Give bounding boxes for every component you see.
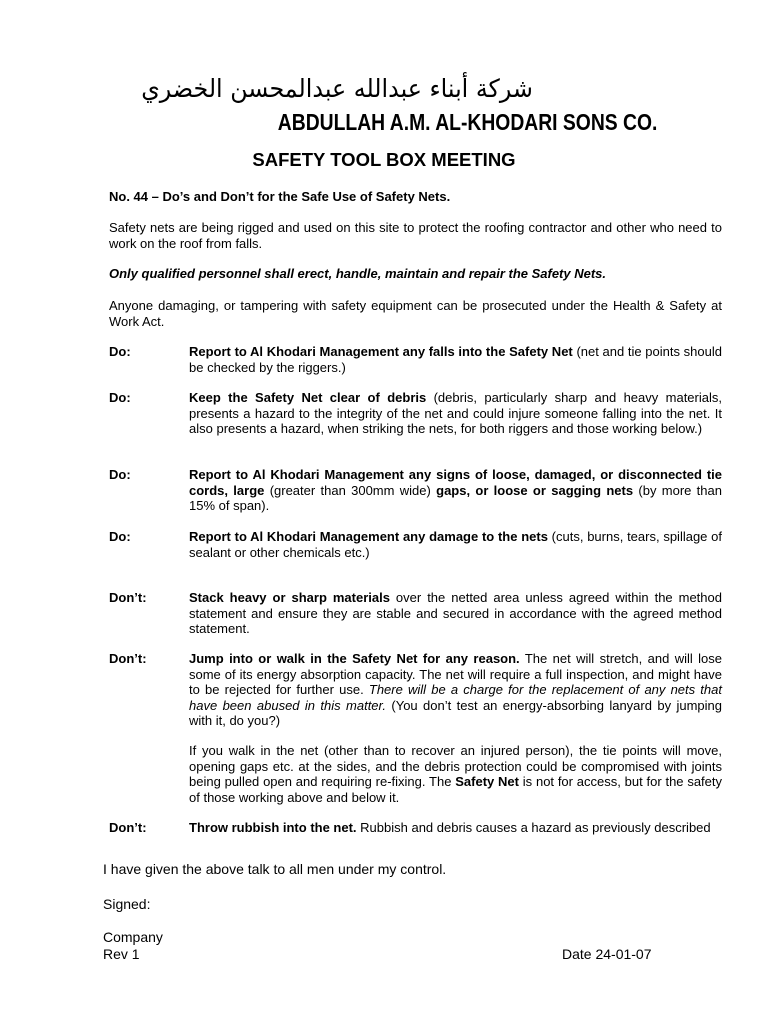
item-label: Do:	[109, 467, 131, 482]
item-text: (cuts, burns, tears, spillage of sealant or other chemicals etc.)	[189, 529, 722, 560]
item-text: (greater than 300mm wide)	[264, 482, 437, 498]
acknowledgement-statement: I have given the above talk to all men under my control.	[103, 861, 447, 877]
item-bold-text: Safety Net	[455, 774, 519, 789]
item-text: If you walk in the net (other than to recover an injured person), the tie points will move, opening gaps etc. at the sides, and the debris protection could be compromised with joints being pulled open and requiring re-fixing. The	[189, 743, 722, 789]
list-item	[189, 529, 722, 560]
list-item	[189, 590, 722, 637]
item-text: (by more than 15% of span).	[189, 482, 722, 513]
list-item	[189, 820, 722, 836]
list-item	[189, 344, 722, 375]
item-bold-text: Report to Al Khodari Management any damage to the nets	[189, 529, 548, 544]
item-bold-text: Report to Al Khodari Management any falls into the Safety Net	[189, 344, 573, 359]
item-text: over the netted area unless agreed within the method statement and ensure they are stable and secured in accordance with the agreed method statement.	[189, 590, 722, 636]
item-bold-text: gaps, or loose or sagging nets	[436, 482, 634, 498]
company-label: Company	[103, 929, 163, 945]
warning-paragraph: Anyone damaging, or tampering with safety equipment can be prosecuted under the Health & Safety at Work Act.	[109, 298, 722, 329]
item-text: (net and tie points should be checked by the riggers.)	[189, 344, 722, 375]
list-item	[189, 390, 722, 437]
item-bold-text: Stack heavy or sharp materials	[189, 590, 390, 605]
signed-label: Signed:	[103, 896, 151, 912]
item-text: Rubbish and debris causes a hazard as previously described	[356, 820, 711, 835]
list-item-continuation	[189, 743, 722, 805]
item-text: (debris, particularly sharp and heavy materials, presents a hazard to the integrity of the net and could injure someone falling into the net. It also presents a hazard, when striking the nets, for both riggers and those working below.)	[189, 390, 722, 436]
item-label: Do:	[109, 529, 131, 544]
item-label: Don’t:	[109, 651, 147, 666]
item-label: Don’t:	[109, 590, 147, 605]
intro-paragraph: Safety nets are being rigged and used on this site to protect the roofing contractor and other who need to work on the roof from falls.	[109, 220, 722, 251]
list-item	[189, 467, 722, 514]
revision-label: Rev 1	[103, 946, 140, 962]
item-italic-text: There will be a charge for the replacement of any nets that have been abused in this matter.	[189, 682, 722, 713]
item-bold-text: Report to Al Khodari Management any signs of loose, damaged, or disconnected tie cords, large	[189, 467, 722, 498]
page-title: SAFETY TOOL BOX MEETING	[252, 149, 516, 170]
item-label: Do:	[109, 390, 131, 405]
item-text: is not for access, but for the safety of those working above and below it.	[189, 774, 723, 805]
item-text: (You don’t test an energy-absorbing lanyard by jumping with it, do you?)	[189, 697, 722, 728]
date-label: Date 24-01-07	[562, 946, 652, 962]
list-item	[189, 651, 722, 729]
item-label: Don’t:	[109, 820, 147, 835]
item-bold-text: Keep the Safety Net clear of debris	[189, 390, 427, 405]
company-logo	[141, 70, 658, 138]
item-bold-text: Throw rubbish into the net.	[189, 820, 357, 835]
meeting-subtitle: No. 44 – Do’s and Don’t for the Safe Use of Safety Nets.	[109, 189, 451, 204]
qualified-personnel-note: Only qualified personnel shall erect, handle, maintain and repair the Safety Nets.	[109, 266, 607, 281]
logo-arabic-name: شركة أبناء عبدالله عبدالمحسن الخضري	[141, 74, 533, 103]
logo-company-name: ABDULLAH A.M. AL-KHODARI SONS CO.	[277, 109, 658, 135]
item-label: Do:	[109, 344, 131, 359]
item-text: The net will stretch, and will lose some of its energy absorption capacity. The net will require a full inspection, and might have to be rejected for further use.	[189, 651, 722, 697]
item-bold-text: Jump into or walk in the Safety Net for any reason.	[189, 651, 520, 666]
